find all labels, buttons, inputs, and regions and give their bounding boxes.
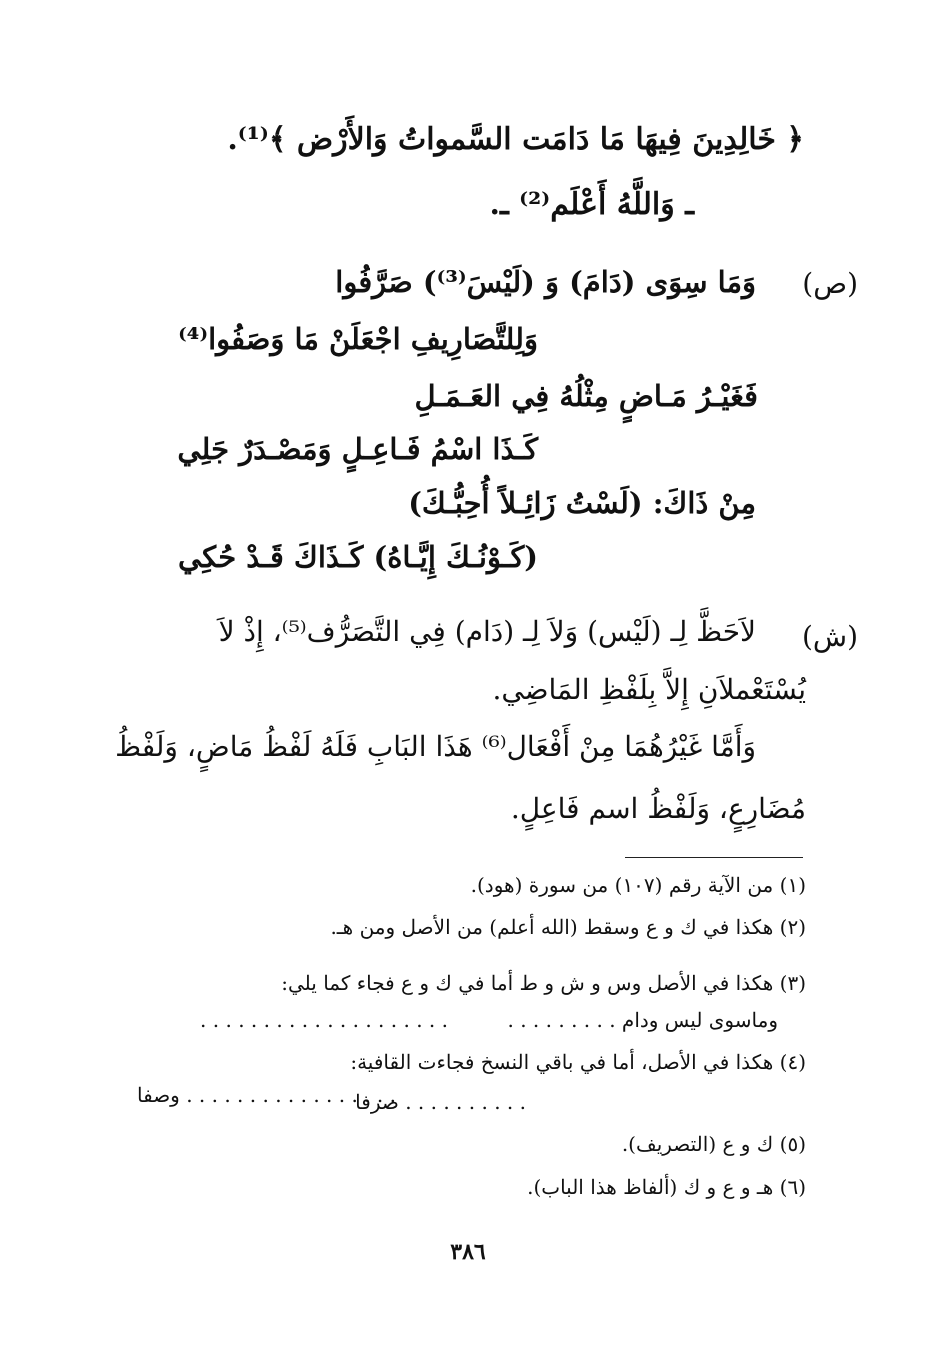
footnote-1: (١) من الآية رقم (١٠٧) من سورة (هود).: [470, 873, 806, 897]
footnote-4-verse-right: . . . . . . . . . . صرفا: [355, 1090, 526, 1114]
sharh-line-1: لاَحَظَّ لِـ (لَيْس) وَلاَ لِـ (دَام) فِي التَّصَرُّف⁽⁵⁾، إِذْ لاَ: [218, 615, 756, 648]
quran-quote: ﴿ خَالِدِينَ فِيهَا مَا دَامَت السَّمواتُ وَالأَرْض ﴾⁽¹⁾.: [227, 122, 804, 157]
label-shin: (ش): [801, 620, 858, 653]
verse-line-6: (كَـوْنُـكَ إِيَّـاهُ) كَـذَاكَ قَـدْ حُكِي: [178, 540, 538, 574]
footnote-3: (٣) هكذا في الأصل وس و ش و ط أما في ك و ع فجاء كما يلي:: [281, 971, 806, 995]
page-number: ٣٨٦: [450, 1239, 486, 1265]
footnote-4-verse-left: . . . . . . . . . . . . . . . . . وصفا: [136, 1083, 396, 1107]
verse-line-4: كَـذَا اسْمُ فَـاعِـلٍ وَمَصْـدَرٌ جَلِي: [177, 432, 538, 466]
sharh-line-2: يُسْتَعْملاَنِ إِلاَّ بِلَفْظِ المَاضِي.: [492, 673, 806, 706]
label-sad: (ص): [802, 267, 858, 300]
verse-line-3: فَغَيْـرُ مَـاضٍ مِثْلُهُ فِي العَـمَـلِ: [414, 379, 758, 413]
sharh-line-3: وَأَمَّا غَيْرُهُمَا مِنْ أَفْعَال⁽⁶⁾ هَذَا البَابِ فَلَهُ لَفْظُ مَاضٍ، وَلَفْظُ: [115, 730, 756, 763]
footnote-2: (٢) هكذا في ك و ع وسقط (الله أعلم) من الأصل ومن هـ.: [330, 915, 806, 939]
footnote-4: (٤) هكذا في الأصل، أما في باقي النسخ فجاءت القافية:: [350, 1050, 806, 1074]
verse-line-1: وَمَا سِوَى (دَامَ) وَ (لَيْسَ⁽³⁾) صَرَّفُوا: [335, 265, 756, 299]
footnote-separator: [625, 857, 803, 858]
footnote-6: (٦) هـ و ع و ك (ألفاظ هذا الباب).: [527, 1175, 806, 1199]
verse-line-2: وَلِلتَّصَارِيفِ اجْعَلَنْ مَا وَصَفُوا⁽⁴⁾: [178, 322, 538, 356]
footnote-5: (٥) ك و ع (التصريف).: [621, 1132, 806, 1156]
sharh-line-4: مُضَارِعٍ، وَلَفْظُ اسم فَاعِلٍ.: [510, 792, 806, 825]
footnote-3-verse-right: وماسوى ليس ودام . . . . . . . . .: [507, 1008, 778, 1032]
verse-line-5: مِنْ ذَاكَ: (لَسْتُ زَائِـلاً أُحِبُّـكَ): [408, 486, 756, 520]
allahu-alam: ـ وَاللَّهُ أَعْلَم⁽²⁾ ـ.: [489, 187, 694, 222]
footnote-3-verse-left: . . . . . . . . . . . . . . . . . . . .: [200, 1008, 448, 1032]
